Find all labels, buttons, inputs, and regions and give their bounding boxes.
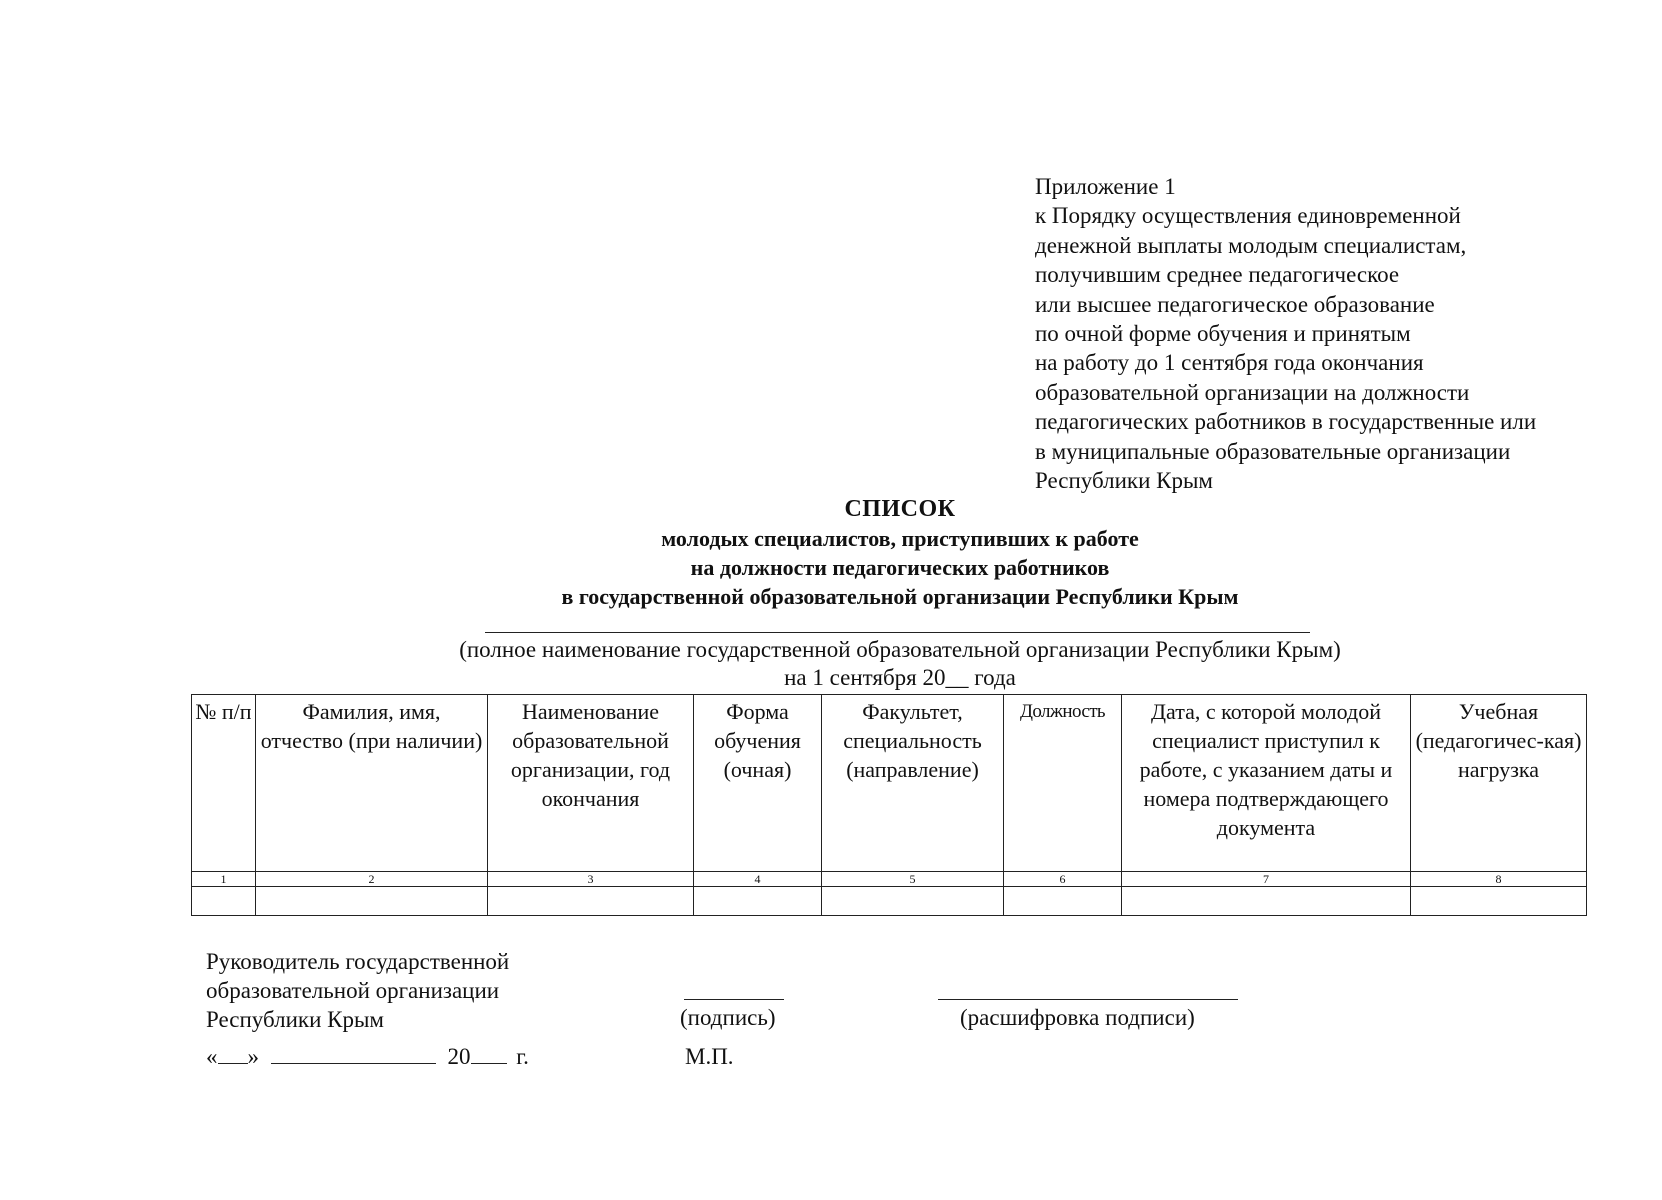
appendix-line: или высшее педагогическое образование	[1035, 291, 1435, 317]
column-number: 5	[822, 872, 1004, 887]
signature-decipher-line	[938, 999, 1238, 1000]
title-subline: на должности педагогических работников	[690, 555, 1110, 580]
org-name-line	[485, 632, 1310, 633]
signature-decipher-caption: (расшифровка подписи)	[960, 1005, 1195, 1030]
year-blank	[471, 1043, 507, 1064]
appendix-line: в муниципальные образовательные организации	[1035, 438, 1511, 464]
empty-cell	[1004, 887, 1122, 916]
header-cell-study-form: Форма обучения (очная)	[694, 695, 822, 872]
column-number-row	[192, 872, 1587, 887]
empty-cell	[1411, 887, 1587, 916]
year-prefix: 20	[447, 1044, 471, 1069]
org-name-caption: (полное наименование государственной образовательной организации Республики Крым)	[459, 637, 1341, 662]
month-blank	[271, 1043, 436, 1064]
column-number: 7	[1122, 872, 1411, 887]
appendix-line: Приложение 1	[1035, 174, 1176, 199]
title-subline: молодых специалистов, приступивших к работе	[661, 526, 1139, 551]
appendix-line: Республики Крым	[1035, 468, 1213, 494]
head-signature-label	[206, 947, 509, 1034]
stamp-place: М.П.	[685, 1044, 734, 1069]
appendix-line: по очной форме обучения и принятым	[1035, 321, 1411, 347]
empty-cell	[694, 887, 822, 916]
header-cell-position: Должность	[1004, 695, 1122, 872]
column-number: 6	[1004, 872, 1122, 887]
signature-line	[684, 999, 784, 1000]
report-date: на 1 сентября 20__ года	[784, 665, 1016, 690]
table-row	[192, 887, 1587, 916]
appendix-line: к Порядку осуществления единовременной	[1035, 203, 1461, 229]
signature-label-line: Руководитель государственной	[206, 949, 510, 974]
signature-date	[206, 1042, 529, 1071]
specialists-table	[191, 694, 1587, 916]
column-number: 4	[694, 872, 822, 887]
empty-cell	[256, 887, 488, 916]
title-main: СПИСОК	[844, 496, 956, 522]
empty-cell	[192, 887, 256, 916]
appendix-line: педагогических работников в государственные или	[1035, 409, 1537, 435]
day-blank	[218, 1043, 248, 1064]
date-quote-open: «	[206, 1044, 218, 1069]
appendix-line: образовательной организации на должности	[1035, 379, 1470, 405]
header-cell-name: Фамилия, имя, отчество (при наличии)	[256, 695, 488, 872]
signature-label-line: образовательной организации	[206, 978, 500, 1003]
year-suffix: г.	[516, 1044, 529, 1069]
appendix-line: получившим среднее педагогическое	[1035, 262, 1400, 288]
column-number: 3	[488, 872, 694, 887]
appendix-line: денежной выплаты молодым специалистам,	[1035, 232, 1467, 258]
appendix-line: на работу до 1 сентября года окончания	[1035, 350, 1424, 376]
signature-caption: (подпись)	[680, 1005, 776, 1030]
empty-cell	[1122, 887, 1411, 916]
date-quote-close: »	[247, 1044, 259, 1069]
table-header-row	[192, 695, 1587, 872]
header-cell-institution: Наименование образовательной организации, год окончания	[488, 695, 694, 872]
signature-label-line: Республики Крым	[206, 1007, 384, 1032]
title-subline: в государственной образовательной организации Республики Крым	[561, 584, 1239, 609]
column-number: 2	[256, 872, 488, 887]
header-cell-faculty: Факультет, специальность (направление)	[822, 695, 1004, 872]
header-cell-number: № п/п	[192, 695, 256, 872]
column-number: 8	[1411, 872, 1587, 887]
empty-cell	[488, 887, 694, 916]
column-number: 1	[192, 872, 256, 887]
header-cell-workload: Учебная (педагогичес-кая) нагрузка	[1411, 695, 1587, 872]
document-title	[0, 494, 1662, 611]
empty-cell	[822, 887, 1004, 916]
appendix-note	[1035, 172, 1536, 495]
header-cell-start-date: Дата, с которой молодой специалист приступил к работе, с указанием даты и номера подтверждающего документа	[1122, 695, 1411, 872]
